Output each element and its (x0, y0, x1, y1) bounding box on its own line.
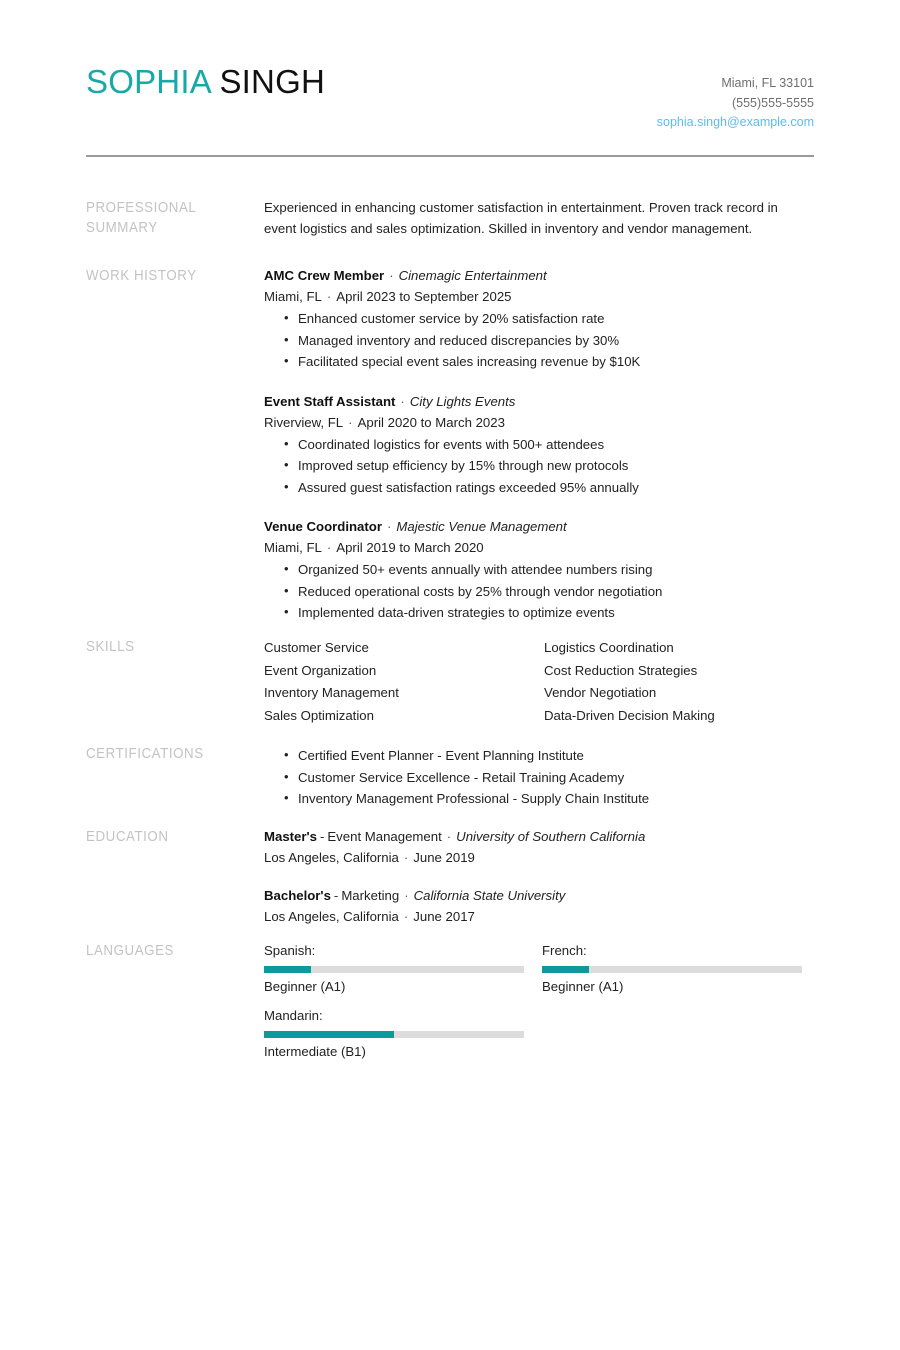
education-school: University of Southern California (456, 829, 646, 844)
section-work-history (86, 266, 814, 624)
separator-dot: · (403, 909, 409, 924)
education-degree: Master's (264, 829, 317, 844)
education-degree: Bachelor's (264, 888, 331, 903)
job-company: Majestic Venue Management (396, 519, 567, 534)
separator-dot: · (446, 829, 452, 844)
education-location: Los Angeles, California (264, 850, 399, 865)
job-bullet: • Assured guest satisfaction ratings exceeded 95% annually (264, 477, 814, 499)
skill-item: Cost Reduction Strategies (544, 662, 698, 678)
certification-item: • Inventory Management Professional - Supply Chain Institute (264, 788, 814, 810)
skill-item: Customer Service (264, 640, 369, 655)
job-bullets (264, 434, 814, 499)
language-level: Beginner (A1) (264, 979, 346, 994)
job-bullet: • Improved setup efficiency by 15% through new protocols (264, 455, 814, 477)
section-skills (86, 637, 814, 727)
job-entry (264, 517, 814, 624)
section-label-summary: PROFESSIONAL SUMMARY (86, 200, 196, 236)
education-entry (264, 827, 814, 868)
job-bullet: • Organized 50+ events annually with attendee numbers rising (264, 559, 814, 581)
language-name: Mandarin: (264, 1008, 323, 1023)
separator-dot: · (386, 519, 392, 534)
job-dates: April 2023 to September 2025 (336, 289, 512, 304)
skill-item: Logistics Coordination (544, 640, 674, 655)
job-bullet: • Coordinated logistics for events with 500+ attendees (264, 434, 814, 456)
language-item (542, 941, 802, 997)
section-label-education: EDUCATION (86, 829, 169, 845)
separator-dot: · (389, 268, 394, 283)
section-label-certifications: CERTIFICATIONS (86, 746, 204, 762)
job-title: Event Staff Assistant (264, 393, 396, 409)
section-label-work-history: WORK HISTORY (86, 268, 197, 284)
certifications-list (264, 745, 814, 810)
job-bullets (264, 308, 814, 373)
language-progress-fill (264, 1031, 394, 1038)
contact-location: Miami, FL 33101 (721, 76, 814, 90)
job-location: Miami, FL (264, 540, 322, 555)
job-bullet: • Facilitated special event sales increasing revenue by $10K (264, 351, 814, 373)
contact-info (657, 62, 814, 133)
separator-dot: · (326, 540, 332, 555)
certification-item: • Certified Event Planner - Event Planning Institute (264, 745, 814, 767)
resume-header (86, 62, 814, 133)
language-level: Beginner (A1) (542, 979, 624, 994)
education-dash: - (333, 888, 339, 903)
language-progress-track (542, 966, 802, 973)
language-item (264, 941, 524, 997)
job-location: Riverview, FL (264, 414, 344, 430)
header-divider (86, 155, 814, 157)
separator-dot: · (348, 414, 353, 430)
summary-text: Experienced in enhancing customer satisfaction in entertainment. Proven track record in event logistics and sales optimization. Skilled in inventory and vendor management. (264, 200, 778, 236)
education-date: June 2017 (413, 909, 475, 924)
skills-column-left (264, 637, 544, 727)
skill-item: Sales Optimization (264, 707, 374, 723)
education-dash: - (319, 829, 325, 844)
language-item (264, 1006, 524, 1062)
job-entry (264, 392, 814, 499)
job-title: Venue Coordinator (264, 519, 382, 534)
education-entry (264, 886, 814, 927)
job-company: Cinemagic Entertainment (398, 268, 547, 283)
education-major: Event Management (327, 829, 442, 844)
language-name: French: (542, 943, 587, 958)
section-professional-summary (86, 198, 814, 239)
contact-phone: (555)555-5555 (731, 95, 814, 110)
section-languages (86, 941, 814, 1071)
education-school: California State University (413, 888, 566, 903)
job-dates: April 2020 to March 2023 (357, 414, 505, 430)
languages-grid (264, 941, 810, 1071)
language-progress-track (264, 966, 524, 973)
separator-dot: · (400, 393, 405, 409)
section-label-languages: LANGUAGES (86, 943, 175, 959)
skill-item: Event Organization (264, 662, 377, 678)
separator-dot: · (404, 888, 409, 903)
first-name: SOPHIA (86, 63, 211, 100)
skills-column-right (544, 637, 824, 727)
job-company: City Lights Events (409, 393, 516, 409)
language-level: Intermediate (B1) (264, 1044, 366, 1059)
language-name: Spanish: (264, 943, 316, 958)
certification-item: • Customer Service Excellence - Retail Training Academy (264, 767, 814, 789)
job-title: AMC Crew Member (264, 268, 385, 283)
last-name: SINGH (210, 63, 325, 100)
education-location: Los Angeles, California (264, 909, 399, 924)
skill-item: Inventory Management (264, 685, 399, 701)
education-date: June 2019 (413, 850, 475, 865)
job-dates: April 2019 to March 2020 (336, 540, 484, 555)
language-progress-track (264, 1031, 524, 1038)
skills-grid (264, 637, 824, 727)
job-bullet: • Reduced operational costs by 25% through vendor negotiation (264, 581, 814, 603)
section-certifications (86, 744, 814, 810)
contact-email-link[interactable]: sophia.singh@example.com (656, 115, 814, 129)
job-location: Miami, FL (264, 289, 322, 304)
education-major: Marketing (341, 888, 400, 903)
skill-item: Vendor Negotiation (544, 685, 657, 701)
job-bullets (264, 559, 814, 624)
language-progress-fill (264, 966, 311, 973)
candidate-name (86, 62, 325, 102)
section-label-skills: SKILLS (86, 639, 135, 655)
job-entry (264, 266, 814, 373)
separator-dot: · (326, 289, 332, 304)
language-progress-fill (542, 966, 589, 973)
job-bullet: • Managed inventory and reduced discrepancies by 30% (264, 330, 814, 352)
section-education (86, 827, 814, 927)
skill-item: Data-Driven Decision Making (544, 707, 715, 723)
separator-dot: · (403, 850, 409, 865)
job-bullet: • Enhanced customer service by 20% satisfaction rate (264, 308, 814, 330)
job-bullet: • Implemented data-driven strategies to optimize events (264, 602, 814, 624)
